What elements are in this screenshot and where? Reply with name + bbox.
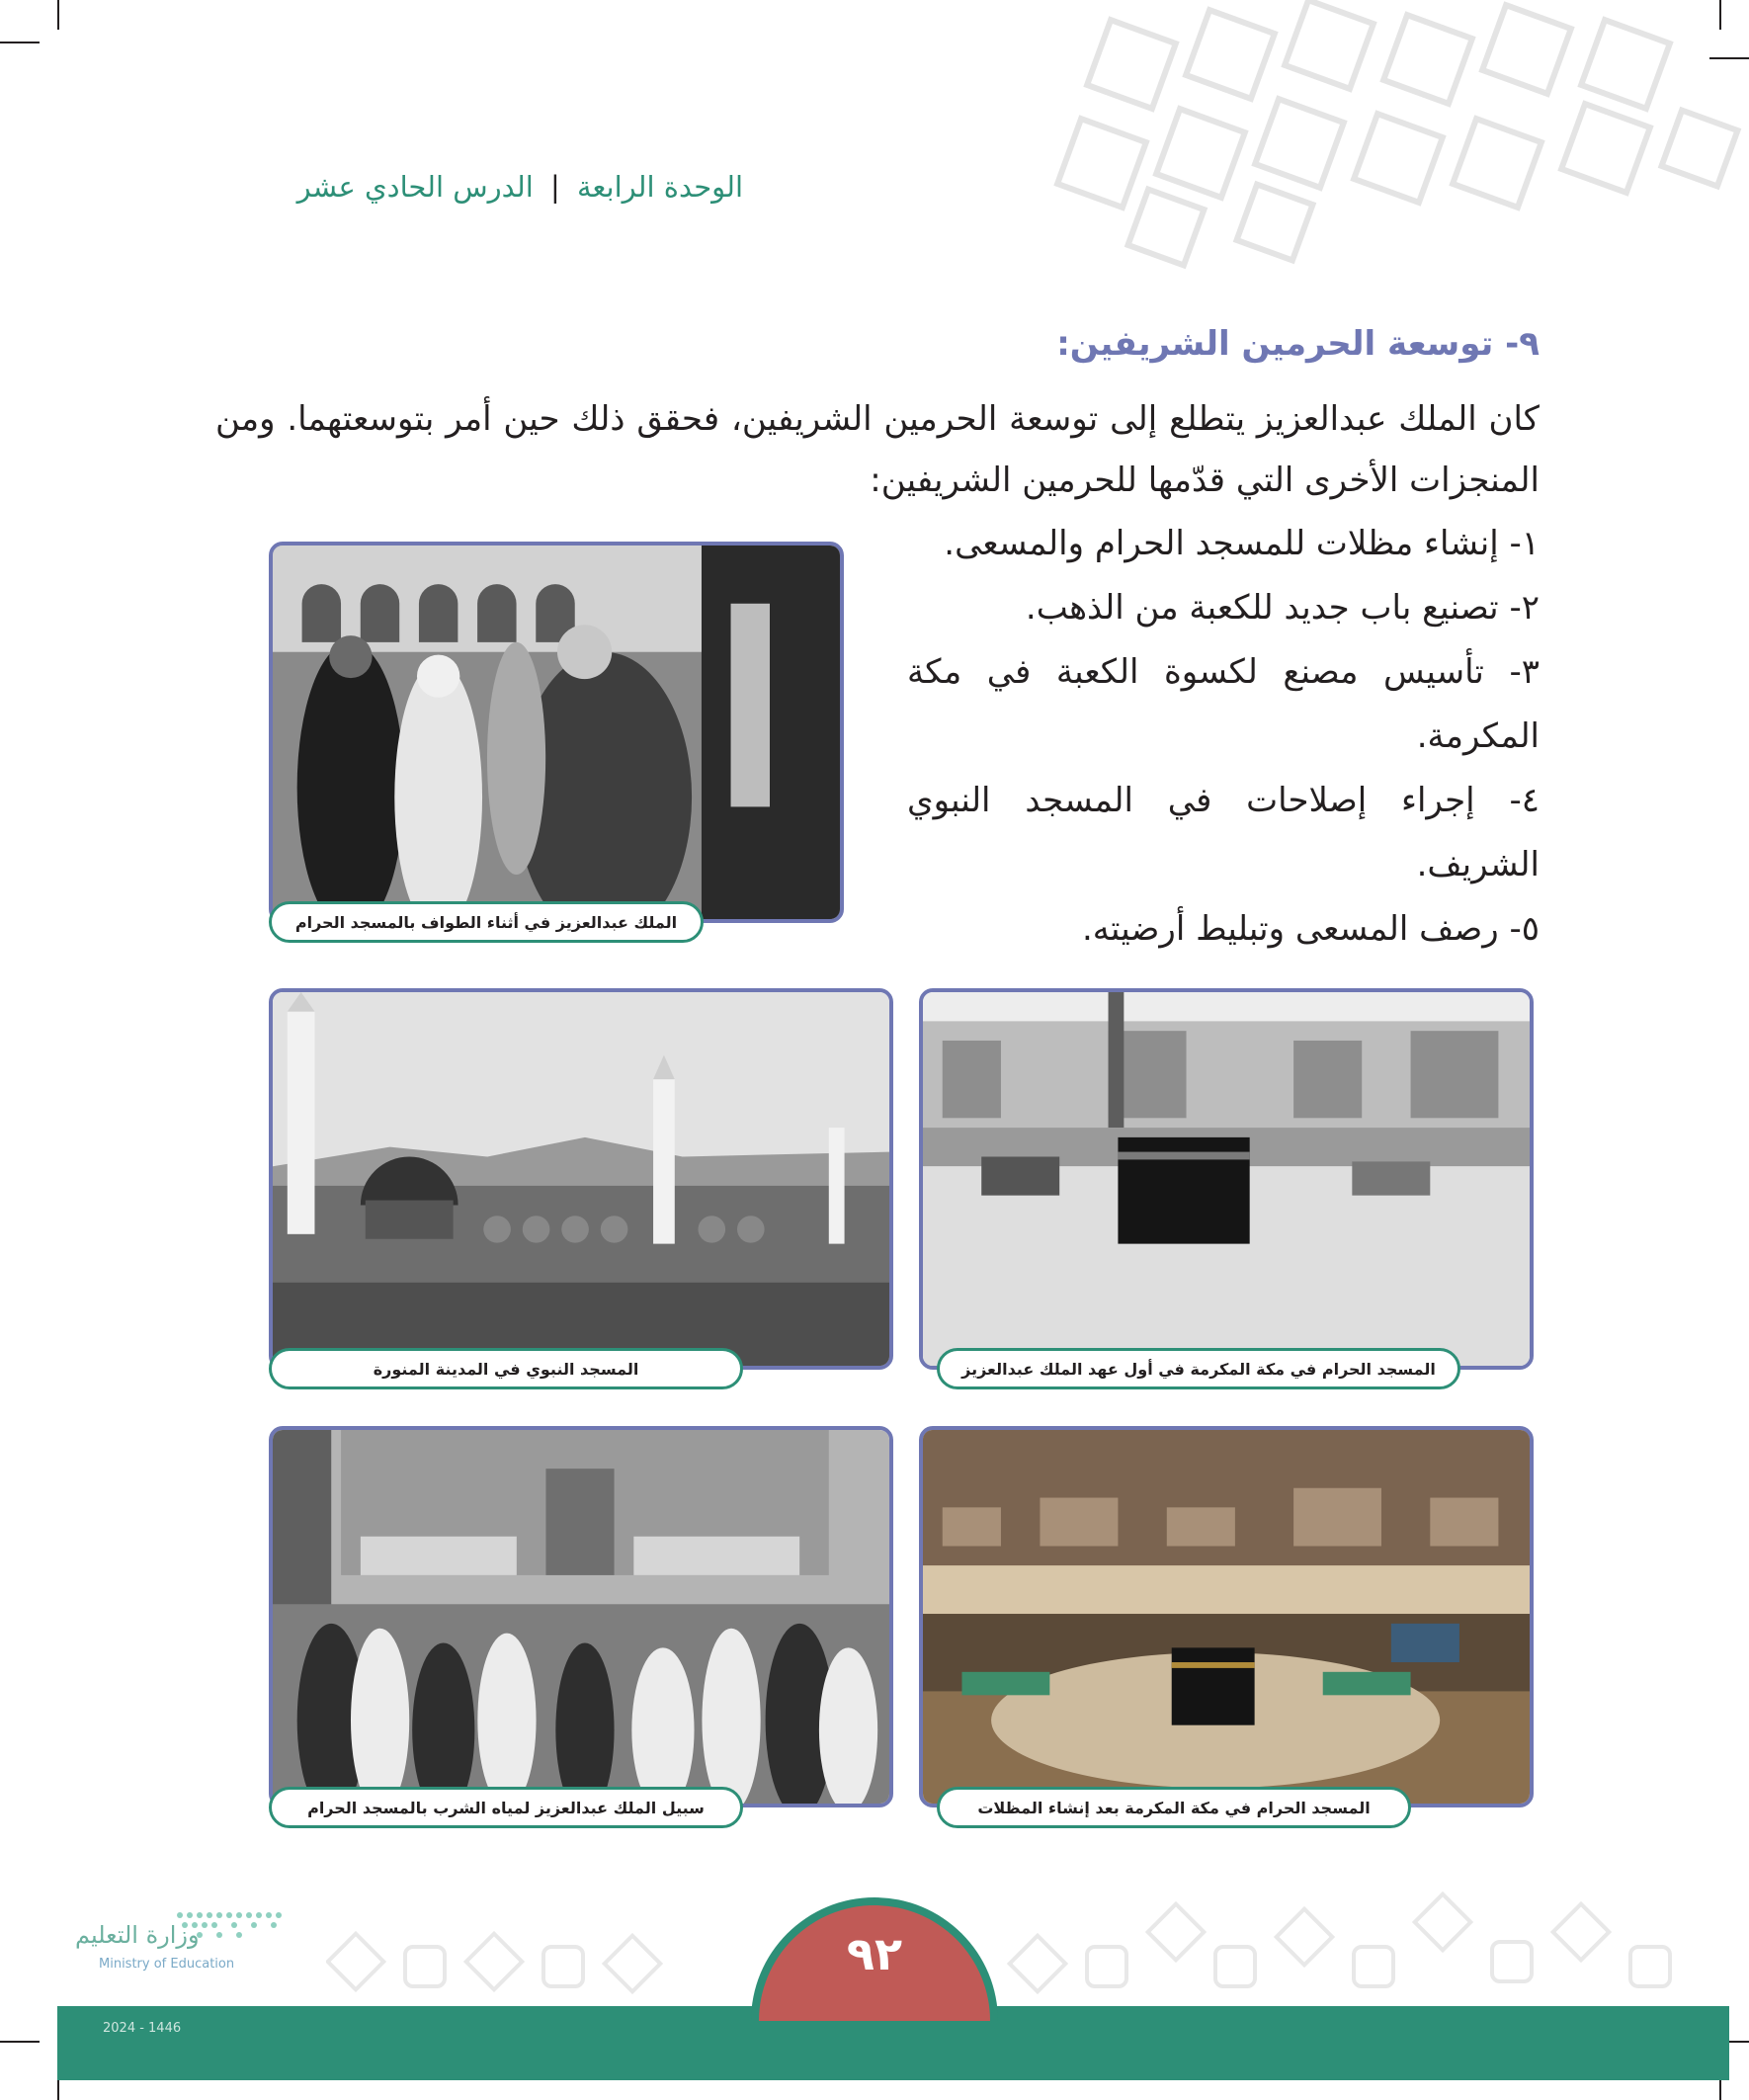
ministry-name: وزارة التعليم: [75, 1921, 200, 1949]
photo-sabil: [269, 1426, 893, 1807]
lesson-label: الدرس الحادي عشر: [296, 170, 534, 204]
photo-haram-early: [919, 988, 1534, 1370]
ministry-name-english: Ministry of Education: [99, 1957, 235, 1972]
unit-label: الوحدة الرابعة: [577, 170, 743, 204]
diamond-pattern-decoration: [1018, 0, 1749, 277]
photo-caption: المسجد الحرام في مكة المكرمة بعد إنشاء المظلات: [937, 1787, 1411, 1828]
section-title: ٩- توسعة الحرمين الشريفين:: [1056, 324, 1540, 364]
page-header: [297, 170, 743, 204]
achievements-list: [907, 512, 1540, 962]
diamond-pattern-decoration: [326, 1873, 1729, 2006]
list-item: ٣- تأسيس مصنع لكسوة الكعبة في مكة المكرمة.: [907, 652, 1540, 756]
list-item: ١- إنشاء مظلات للمسجد الحرام والمسعى.: [944, 524, 1540, 563]
list-item: ٥- رصف المسعى وتبليط أرضيته.: [1081, 909, 1540, 949]
page-number: ٩٢: [846, 1927, 903, 1980]
photo-caption: الملك عبدالعزيز في أثناء الطواف بالمسجد الحرام: [269, 901, 704, 943]
photo-caption: المسجد النبوي في المدينة المنورة: [269, 1348, 743, 1389]
photo-caption: سبيل الملك عبدالعزيز لمياه الشرب بالمسجد الحرام: [269, 1787, 743, 1828]
photo-haram-umbrellas: [919, 1426, 1534, 1807]
photo-king-tawaf: [269, 542, 844, 923]
edition-year: 2024 - 1446: [103, 2021, 182, 2036]
crop-mark: [0, 42, 40, 43]
photo-caption: المسجد الحرام في مكة المكرمة في أول عهد الملك عبدالعزيز: [937, 1348, 1460, 1389]
crop-mark: [57, 0, 59, 30]
list-item: ٤- إجراء إصلاحات في المسجد النبوي الشريف.: [907, 781, 1540, 884]
section-paragraph: كان الملك عبدالعزيز يتطلع إلى توسعة الحرمين الشريفين، فحقق ذلك حين أمر بتوسعتهما. ومن المنجزات الأخرى التي قدّمها للحرمين الشريفين:: [215, 399, 1540, 500]
list-item: ٢- تصنيع باب جديد للكعبة من الذهب.: [1025, 588, 1540, 628]
photo-nabawi: [269, 988, 893, 1370]
crop-mark: [0, 2041, 40, 2043]
header-separator: |: [550, 170, 560, 204]
